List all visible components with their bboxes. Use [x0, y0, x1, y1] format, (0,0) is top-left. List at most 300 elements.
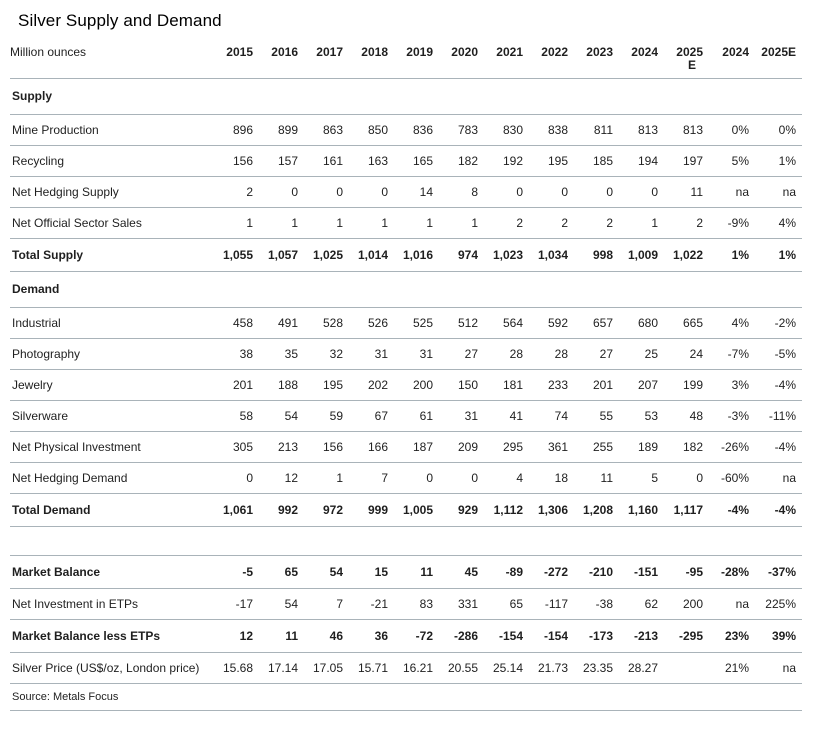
table-cell: -4% — [703, 493, 749, 526]
table-cell: 2 — [478, 207, 523, 238]
table-row — [10, 683, 802, 710]
table-cell: 899 — [253, 114, 298, 145]
table-row — [10, 431, 802, 462]
column-header: 2025 E — [658, 33, 703, 78]
table-cell: 187 — [388, 431, 433, 462]
row-label: Net Physical Investment — [10, 431, 208, 462]
table-cell: 67 — [343, 400, 388, 431]
table-cell: -151 — [613, 555, 658, 588]
table-cell: 28 — [523, 338, 568, 369]
row-label: Market Balance — [10, 555, 208, 588]
column-header: 2016 — [253, 33, 298, 78]
table-cell — [613, 526, 658, 555]
table-row — [10, 338, 802, 369]
table-cell: 1 — [613, 207, 658, 238]
row-label — [10, 526, 208, 555]
table-cell: na — [749, 462, 802, 493]
table-cell: 5 — [613, 462, 658, 493]
column-header: 2019 — [388, 33, 433, 78]
table-cell: 23% — [703, 619, 749, 652]
table-cell: 838 — [523, 114, 568, 145]
table-cell: na — [703, 176, 749, 207]
table-cell — [298, 526, 343, 555]
table-cell: 65 — [478, 588, 523, 619]
table-body — [10, 78, 802, 710]
table-cell: 0 — [253, 176, 298, 207]
table-cell: 4% — [749, 207, 802, 238]
table-cell — [568, 526, 613, 555]
table-cell: 863 — [298, 114, 343, 145]
table-cell: 512 — [433, 307, 478, 338]
table-cell: 28 — [478, 338, 523, 369]
table-cell — [478, 271, 523, 307]
page-title: Silver Supply and Demand — [18, 11, 222, 30]
table-cell — [749, 271, 802, 307]
table-cell: -5% — [749, 338, 802, 369]
table-cell: 526 — [343, 307, 388, 338]
table-row — [10, 462, 802, 493]
table-cell — [749, 78, 802, 114]
table-cell: 1,009 — [613, 238, 658, 271]
row-label: Silver Price (US$/oz, London price) — [10, 652, 208, 683]
table-cell: 185 — [568, 145, 613, 176]
table-cell: 12 — [208, 619, 253, 652]
table-cell: 331 — [433, 588, 478, 619]
table-cell: 992 — [253, 493, 298, 526]
table-cell — [523, 526, 568, 555]
table-cell: 1% — [749, 145, 802, 176]
table-cell — [658, 78, 703, 114]
table-cell: 11 — [253, 619, 298, 652]
table-cell: 202 — [343, 369, 388, 400]
table-cell: -4% — [749, 493, 802, 526]
table-cell: -154 — [478, 619, 523, 652]
table-cell: 199 — [658, 369, 703, 400]
row-label: Photography — [10, 338, 208, 369]
table-cell — [478, 526, 523, 555]
table-cell: 53 — [613, 400, 658, 431]
table-cell: 161 — [298, 145, 343, 176]
table-row — [10, 493, 802, 526]
table-cell: 0 — [298, 176, 343, 207]
table-cell: 20.55 — [433, 652, 478, 683]
table-row — [10, 652, 802, 683]
table-cell: 972 — [298, 493, 343, 526]
table-cell: 17.14 — [253, 652, 298, 683]
table-cell — [478, 78, 523, 114]
table-cell — [703, 526, 749, 555]
table-cell — [658, 526, 703, 555]
table-cell: 54 — [253, 588, 298, 619]
table-row — [10, 271, 802, 307]
row-label: Recycling — [10, 145, 208, 176]
table-cell: 1,034 — [523, 238, 568, 271]
table-cell: na — [749, 176, 802, 207]
table-cell — [208, 526, 253, 555]
table-cell — [613, 78, 658, 114]
table-cell: -3% — [703, 400, 749, 431]
table-cell: 182 — [658, 431, 703, 462]
table-cell: 783 — [433, 114, 478, 145]
row-label: Demand — [10, 271, 208, 307]
table-cell: 1,022 — [658, 238, 703, 271]
table-cell: 813 — [613, 114, 658, 145]
table-cell: 150 — [433, 369, 478, 400]
row-label: Net Official Sector Sales — [10, 207, 208, 238]
table-cell: 166 — [343, 431, 388, 462]
table-cell: 163 — [343, 145, 388, 176]
table-cell: 7 — [343, 462, 388, 493]
table-cell: 201 — [568, 369, 613, 400]
table-cell: 999 — [343, 493, 388, 526]
table-cell — [343, 526, 388, 555]
table-cell — [523, 78, 568, 114]
table-cell: 0 — [658, 462, 703, 493]
table-cell: 48 — [658, 400, 703, 431]
table-cell: 156 — [208, 145, 253, 176]
table-row — [10, 588, 802, 619]
table-cell: 35 — [253, 338, 298, 369]
table-cell: 1,016 — [388, 238, 433, 271]
table-cell: 813 — [658, 114, 703, 145]
table-cell: 564 — [478, 307, 523, 338]
table-cell: 195 — [298, 369, 343, 400]
table-cell — [613, 271, 658, 307]
column-header: 2020 — [433, 33, 478, 78]
table-cell: 156 — [298, 431, 343, 462]
table-cell: 0% — [703, 114, 749, 145]
table-cell — [208, 78, 253, 114]
column-header: 2023 — [568, 33, 613, 78]
table-cell: 45 — [433, 555, 478, 588]
row-label: Silverware — [10, 400, 208, 431]
table-cell: 15.71 — [343, 652, 388, 683]
table-cell: -210 — [568, 555, 613, 588]
table-cell — [523, 271, 568, 307]
table-cell — [749, 526, 802, 555]
table-cell: 305 — [208, 431, 253, 462]
column-header: 2021 — [478, 33, 523, 78]
table-cell: 15.68 — [208, 652, 253, 683]
table-row — [10, 619, 802, 652]
table-cell: 61 — [388, 400, 433, 431]
row-label: Jewelry — [10, 369, 208, 400]
table-cell: 1,117 — [658, 493, 703, 526]
table-cell: na — [749, 652, 802, 683]
table-cell: 1 — [433, 207, 478, 238]
table-row — [10, 555, 802, 588]
table-cell: 1 — [298, 207, 343, 238]
table-cell: 54 — [253, 400, 298, 431]
table-cell: 225% — [749, 588, 802, 619]
table-cell — [253, 526, 298, 555]
table-row — [10, 307, 802, 338]
row-label: Supply — [10, 78, 208, 114]
row-label: Net Hedging Demand — [10, 462, 208, 493]
table-cell: 0 — [208, 462, 253, 493]
table-cell: 18 — [523, 462, 568, 493]
table-cell: 0% — [749, 114, 802, 145]
table-cell: -89 — [478, 555, 523, 588]
column-header: 2024 — [613, 33, 658, 78]
table-cell: 0 — [388, 462, 433, 493]
table-cell: 65 — [253, 555, 298, 588]
row-label: Net Hedging Supply — [10, 176, 208, 207]
table-cell: -38 — [568, 588, 613, 619]
table-cell: 0 — [613, 176, 658, 207]
table-cell — [253, 78, 298, 114]
table-cell: 458 — [208, 307, 253, 338]
table-cell: 195 — [523, 145, 568, 176]
table-cell: 1,014 — [343, 238, 388, 271]
table-cell: 1,160 — [613, 493, 658, 526]
table-cell: 974 — [433, 238, 478, 271]
row-label: Mine Production — [10, 114, 208, 145]
source-note: Source: Metals Focus — [10, 683, 802, 710]
table-cell: 1,306 — [523, 493, 568, 526]
table-cell — [298, 78, 343, 114]
column-header: 2022 — [523, 33, 568, 78]
table-cell: 62 — [613, 588, 658, 619]
table-cell: 1 — [343, 207, 388, 238]
table-row — [10, 78, 802, 114]
table-row — [10, 207, 802, 238]
row-label: Total Supply — [10, 238, 208, 271]
table-cell: 28.27 — [613, 652, 658, 683]
table-cell: 209 — [433, 431, 478, 462]
table-cell: 188 — [253, 369, 298, 400]
table-cell: 361 — [523, 431, 568, 462]
table-cell: 525 — [388, 307, 433, 338]
table-cell: 1% — [749, 238, 802, 271]
table-cell: 998 — [568, 238, 613, 271]
table-cell: 1 — [208, 207, 253, 238]
table-cell — [343, 78, 388, 114]
table-cell: -117 — [523, 588, 568, 619]
unit-label: Million ounces — [10, 33, 208, 78]
table-cell — [343, 271, 388, 307]
column-header: 2018 — [343, 33, 388, 78]
table-cell: -17 — [208, 588, 253, 619]
table-cell: -4% — [749, 431, 802, 462]
table-cell: 0 — [568, 176, 613, 207]
table-cell: 31 — [433, 400, 478, 431]
table-cell: -2% — [749, 307, 802, 338]
table-cell: 2 — [208, 176, 253, 207]
table-cell: 24 — [658, 338, 703, 369]
table-cell: -72 — [388, 619, 433, 652]
table-cell — [568, 78, 613, 114]
table-cell: 929 — [433, 493, 478, 526]
table-cell: 181 — [478, 369, 523, 400]
table-cell: 1,055 — [208, 238, 253, 271]
table-cell: 491 — [253, 307, 298, 338]
table-cell: 528 — [298, 307, 343, 338]
table-cell: 811 — [568, 114, 613, 145]
table-cell: 54 — [298, 555, 343, 588]
table-cell: 83 — [388, 588, 433, 619]
table-cell: na — [703, 588, 749, 619]
table-cell: -295 — [658, 619, 703, 652]
row-label: Industrial — [10, 307, 208, 338]
table-cell: 27 — [568, 338, 613, 369]
table-cell: 189 — [613, 431, 658, 462]
table-cell: 2 — [568, 207, 613, 238]
table-cell: -37% — [749, 555, 802, 588]
table-cell: 59 — [298, 400, 343, 431]
table-cell: 1 — [253, 207, 298, 238]
table-cell: -154 — [523, 619, 568, 652]
table-row — [10, 145, 802, 176]
table-cell: 850 — [343, 114, 388, 145]
silver-supply-demand-table — [10, 33, 802, 711]
table-cell: 657 — [568, 307, 613, 338]
table-cell: 233 — [523, 369, 568, 400]
table-cell: 31 — [343, 338, 388, 369]
table-cell: 213 — [253, 431, 298, 462]
table-cell: -4% — [749, 369, 802, 400]
row-label: Total Demand — [10, 493, 208, 526]
table-cell — [388, 78, 433, 114]
table-cell: 17.05 — [298, 652, 343, 683]
table-cell: 14 — [388, 176, 433, 207]
table-cell: 0 — [478, 176, 523, 207]
table-cell: 2 — [658, 207, 703, 238]
table-cell: 1 — [388, 207, 433, 238]
table-row — [10, 114, 802, 145]
table-cell: 7 — [298, 588, 343, 619]
table-cell: 5% — [703, 145, 749, 176]
table-cell: 194 — [613, 145, 658, 176]
table-cell: 27 — [433, 338, 478, 369]
table-cell: 1,005 — [388, 493, 433, 526]
table-cell: 0 — [343, 176, 388, 207]
table-cell: 1,208 — [568, 493, 613, 526]
table-cell: -26% — [703, 431, 749, 462]
table-cell: 31 — [388, 338, 433, 369]
table-cell: 3% — [703, 369, 749, 400]
table-row — [10, 369, 802, 400]
table-cell: 201 — [208, 369, 253, 400]
table-cell: 36 — [343, 619, 388, 652]
table-cell: 16.21 — [388, 652, 433, 683]
table-cell: 4 — [478, 462, 523, 493]
column-header: 2015 — [208, 33, 253, 78]
table-cell — [703, 271, 749, 307]
table-cell: 0 — [433, 462, 478, 493]
column-header: 2024 — [703, 33, 749, 78]
table-cell: 46 — [298, 619, 343, 652]
table-cell: 1,112 — [478, 493, 523, 526]
table-cell: 23.35 — [568, 652, 613, 683]
table-cell: 11 — [658, 176, 703, 207]
table-cell: -95 — [658, 555, 703, 588]
table-cell: -28% — [703, 555, 749, 588]
table-cell — [658, 271, 703, 307]
table-cell — [433, 78, 478, 114]
table-cell — [298, 271, 343, 307]
table-cell: 1,025 — [298, 238, 343, 271]
table-cell: 55 — [568, 400, 613, 431]
table-cell — [433, 271, 478, 307]
table-cell — [703, 78, 749, 114]
table-cell: 1 — [298, 462, 343, 493]
table-cell: 12 — [253, 462, 298, 493]
table-cell — [658, 652, 703, 683]
table-cell: -286 — [433, 619, 478, 652]
table-cell — [568, 271, 613, 307]
table-cell: 165 — [388, 145, 433, 176]
table-cell: 2 — [523, 207, 568, 238]
table-cell — [253, 271, 298, 307]
table-cell: 39% — [749, 619, 802, 652]
table-cell: 41 — [478, 400, 523, 431]
table-cell — [208, 271, 253, 307]
table-cell: 896 — [208, 114, 253, 145]
table-cell: -272 — [523, 555, 568, 588]
row-label: Net Investment in ETPs — [10, 588, 208, 619]
table-cell: 74 — [523, 400, 568, 431]
table-cell: 836 — [388, 114, 433, 145]
table-header-row — [10, 33, 802, 78]
table-cell: 665 — [658, 307, 703, 338]
table-cell: 1,057 — [253, 238, 298, 271]
table-cell: -213 — [613, 619, 658, 652]
column-header: 2017 — [298, 33, 343, 78]
table-cell: 21.73 — [523, 652, 568, 683]
table-cell — [433, 526, 478, 555]
table-cell: 4% — [703, 307, 749, 338]
table-cell: 21% — [703, 652, 749, 683]
table-row — [10, 400, 802, 431]
table-cell: -21 — [343, 588, 388, 619]
table-cell: 1,023 — [478, 238, 523, 271]
table-cell: 32 — [298, 338, 343, 369]
table-cell: 182 — [433, 145, 478, 176]
table-cell — [388, 526, 433, 555]
table-cell: 8 — [433, 176, 478, 207]
table-cell: -5 — [208, 555, 253, 588]
table-cell: 295 — [478, 431, 523, 462]
table-cell: 1% — [703, 238, 749, 271]
table-cell: 157 — [253, 145, 298, 176]
table-cell: 200 — [658, 588, 703, 619]
table-cell: 200 — [388, 369, 433, 400]
table-cell: 192 — [478, 145, 523, 176]
table-cell — [388, 271, 433, 307]
column-header: 2025E — [749, 33, 802, 78]
table-cell: 11 — [568, 462, 613, 493]
table-cell: 11 — [388, 555, 433, 588]
table-cell: -7% — [703, 338, 749, 369]
table-cell: 197 — [658, 145, 703, 176]
table-cell: 592 — [523, 307, 568, 338]
table-cell: 25 — [613, 338, 658, 369]
table-cell: -60% — [703, 462, 749, 493]
table-row — [10, 176, 802, 207]
table-cell: 255 — [568, 431, 613, 462]
table-cell: -9% — [703, 207, 749, 238]
table-cell: -173 — [568, 619, 613, 652]
table-row — [10, 526, 802, 555]
table-cell: 58 — [208, 400, 253, 431]
table-cell: -11% — [749, 400, 802, 431]
table-cell: 830 — [478, 114, 523, 145]
table-cell: 1,061 — [208, 493, 253, 526]
table-row — [10, 238, 802, 271]
row-label: Market Balance less ETPs — [10, 619, 208, 652]
table-cell: 25.14 — [478, 652, 523, 683]
